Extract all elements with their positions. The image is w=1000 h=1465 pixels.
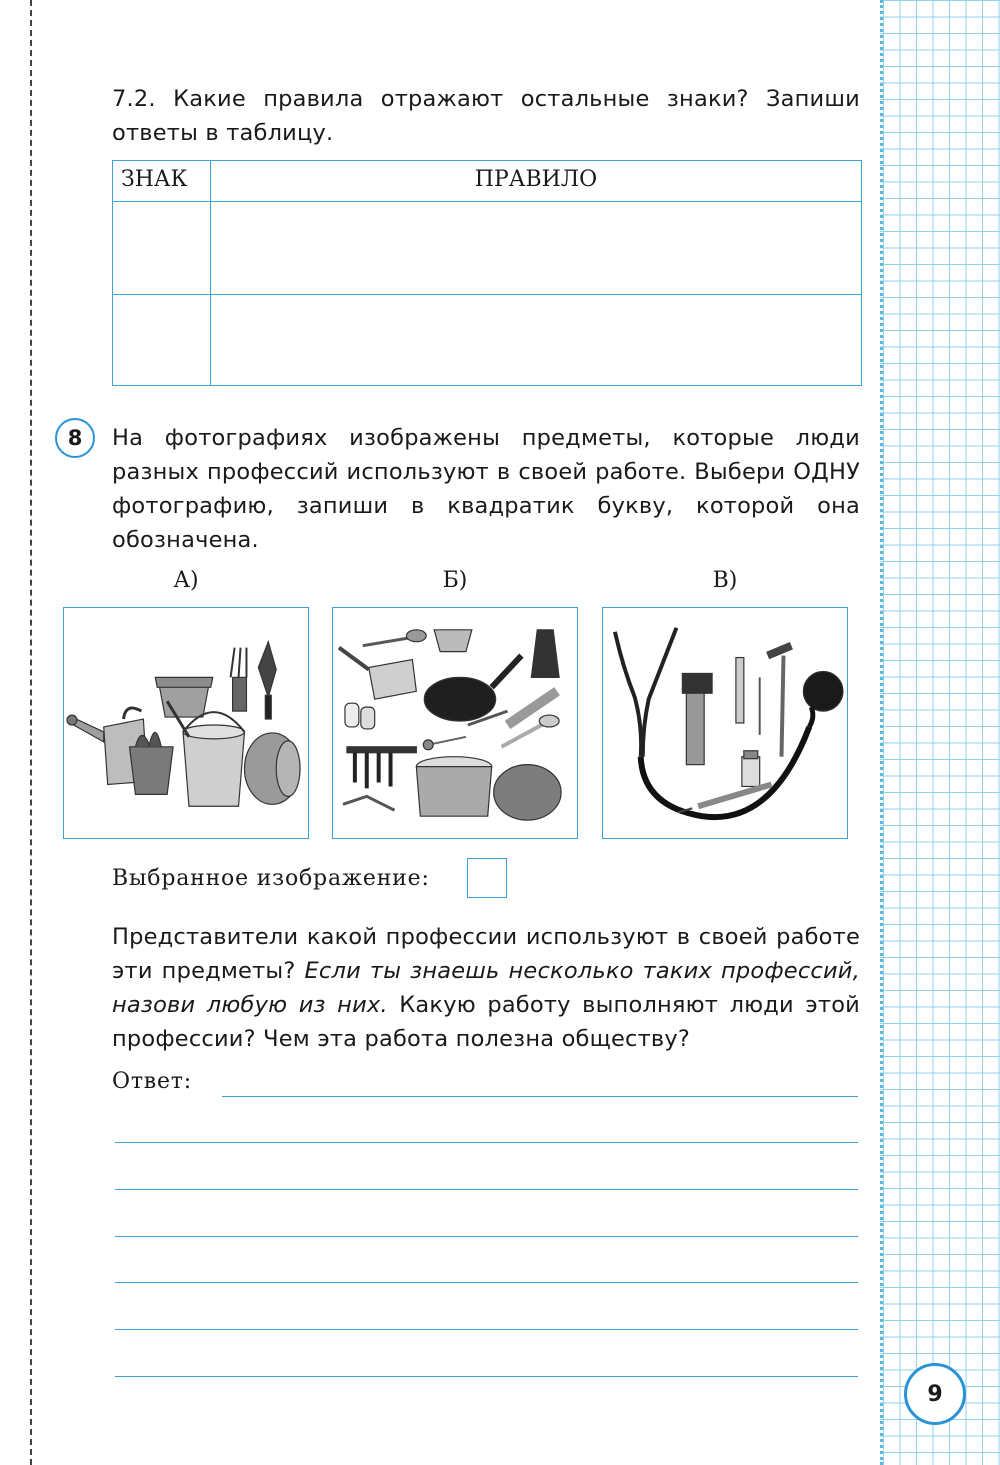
page-number: 9 xyxy=(904,1363,966,1425)
table-cell-sign-2[interactable] xyxy=(113,295,209,385)
task-number-badge: 8 xyxy=(55,418,95,458)
photo-label-a: А) xyxy=(173,568,199,593)
answer-line-6[interactable] xyxy=(115,1329,858,1330)
photo-garden-tools[interactable] xyxy=(63,607,309,839)
question-part-1: Представители какой профессии используют в своей работе эти предметы? xyxy=(112,924,860,984)
cut-line xyxy=(30,0,32,1465)
answer-line-5[interactable] xyxy=(115,1282,858,1283)
table-header-rule: ПРАВИЛО xyxy=(474,167,598,192)
task-7-2-text: 7.2. Какие правила отражают остальные знаки? Запиши ответы в таблицу. xyxy=(112,86,860,146)
answer-line-1[interactable] xyxy=(222,1096,858,1097)
task-8-question xyxy=(112,920,860,1056)
answer-label: Ответ: xyxy=(112,1069,192,1094)
kitchen-utensils-icon xyxy=(333,608,577,838)
table-cell-rule-1[interactable] xyxy=(212,202,861,294)
question-part-2: Какую работу выполняют люди этой профессии? Чем эта работа полезна обществу? xyxy=(112,992,861,1052)
answer-table xyxy=(112,160,862,386)
question-italic-hint: Если ты знаешь несколько таких профессий, назови любую из них. xyxy=(112,958,860,1018)
table-cell-sign-1[interactable] xyxy=(113,202,209,294)
answer-line-7[interactable] xyxy=(115,1376,858,1377)
photo-label-b: Б) xyxy=(442,568,468,593)
task-8-intro: На фотографиях изображены предметы, которые люди разных профессий используют в своей работе. Выбери ОДНУ фотографию, запиши в квадратик букву, которой она обозначена. xyxy=(112,425,860,553)
answer-line-3[interactable] xyxy=(115,1189,858,1190)
garden-tools-icon xyxy=(64,608,308,838)
table-cell-rule-2[interactable] xyxy=(212,295,861,385)
photo-medical-instruments[interactable] xyxy=(602,607,848,839)
chosen-letter-box[interactable] xyxy=(467,858,507,898)
table-header-sign: ЗНАК xyxy=(121,167,188,192)
answer-line-2[interactable] xyxy=(115,1142,858,1143)
graph-paper-margin xyxy=(880,0,1000,1465)
medical-instruments-icon xyxy=(603,608,847,838)
photo-label-v: В) xyxy=(712,568,738,593)
answer-line-4[interactable] xyxy=(115,1236,858,1237)
chosen-image-label: Выбранное изображение: xyxy=(112,866,430,891)
photo-kitchen-utensils[interactable] xyxy=(332,607,578,839)
